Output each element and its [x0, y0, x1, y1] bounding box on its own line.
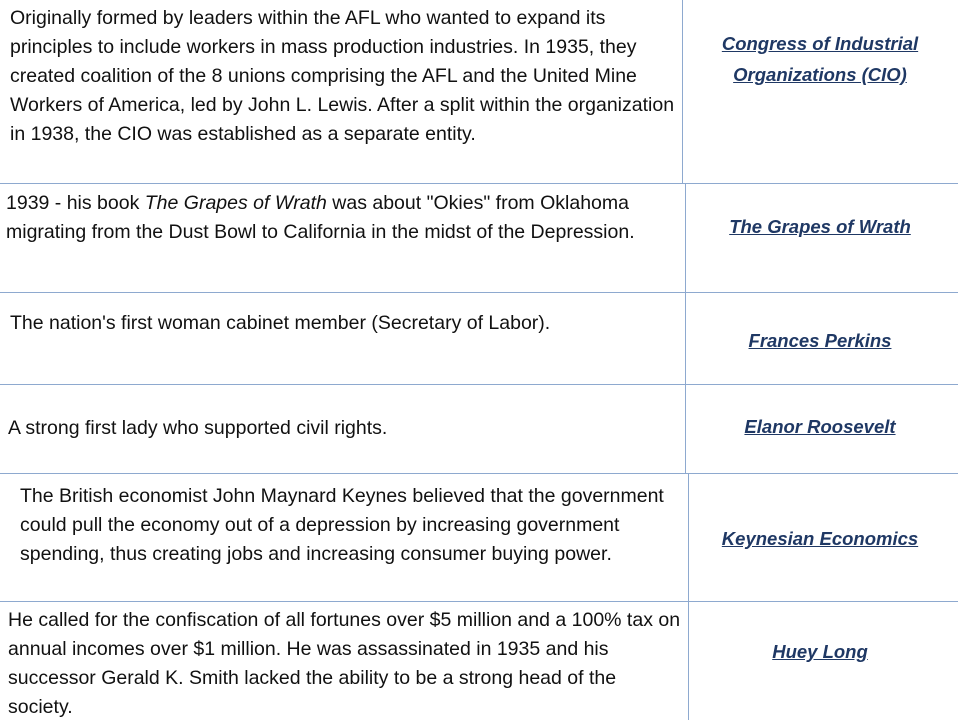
- description-grapes-of-wrath: [6, 189, 680, 279]
- term-frances-perkins: Frances Perkins: [748, 330, 892, 351]
- term-cio: Congress of Industrial Organizations (CIO): [721, 33, 919, 85]
- row-divider-1: [0, 183, 958, 184]
- description-prefix: 1939 - his book: [6, 192, 145, 214]
- column-divider-top: [682, 0, 683, 183]
- term-elanor-roosevelt: Elanor Roosevelt: [744, 416, 896, 437]
- row-divider-5: [0, 601, 958, 602]
- row-divider-3: [0, 384, 958, 385]
- description-suffix: was about "Okies" from Oklahoma migrating from the Dust Bowl to California in the midst of the Depression.: [6, 192, 635, 243]
- row-divider-4: [0, 473, 958, 474]
- term-huey-long: Huey Long: [772, 641, 868, 662]
- row-divider-2: [0, 292, 958, 293]
- column-divider-middle: [685, 183, 686, 473]
- term-grapes-of-wrath: The Grapes of Wrath: [729, 216, 911, 237]
- description-keynesian-economics: The British economist John Maynard Keynes believed that the government could pull the economy out of a depression by increasing government spending, thus creating jobs and increasing consumer buying power.: [20, 485, 664, 565]
- description-frances-perkins: The nation's first woman cabinet member (Secretary of Labor).: [10, 312, 551, 334]
- description-elanor-roosevelt: A strong first lady who supported civil rights.: [8, 417, 388, 439]
- term-keynesian-economics: Keynesian Economics: [721, 528, 919, 549]
- description-huey-long: He called for the confiscation of all fortunes over $5 million and a 100% tax on annual incomes over $1 million. He was assassinated in 1935 and his successor Gerald K. Smith lacked the ability to be a strong head of the society.: [8, 609, 681, 718]
- column-divider-bottom: [688, 473, 689, 720]
- book-title: The Grapes of Wrath: [144, 192, 327, 214]
- description-cio: Originally formed by leaders within the AFL who wanted to expand its principles to include workers in mass production industries. In 1935, they created coalition of the 8 unions comprising the AFL and the United Mine Workers of America, led by John L. Lewis. After a split within the organization in 1938, the CIO was established as a separate entity.: [10, 7, 675, 145]
